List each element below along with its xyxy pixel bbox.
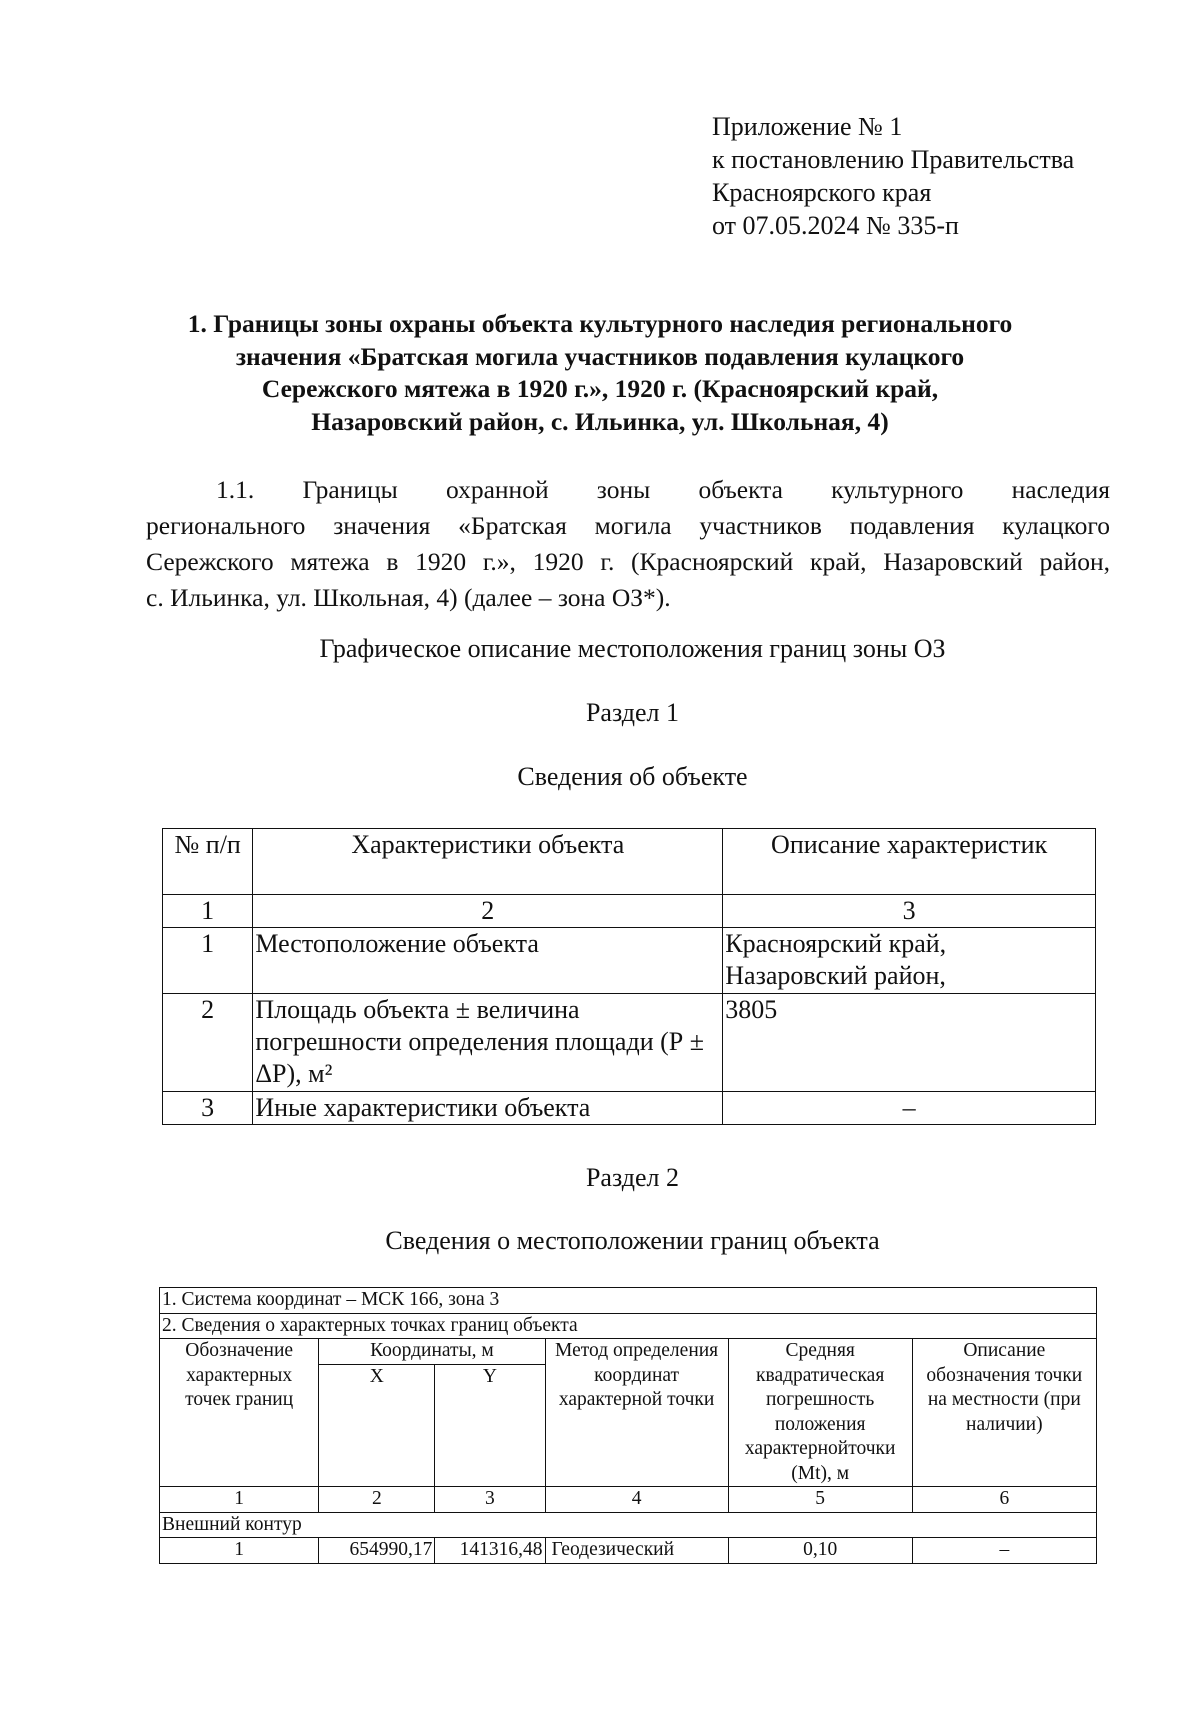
points-title-row xyxy=(160,1313,1097,1339)
object-info-table xyxy=(162,828,1096,1125)
title-line: значения «Братская могила участников подавления кулацкого xyxy=(235,341,965,371)
header-description: Описание обозначения точки на местности (при наличии) xyxy=(912,1339,1096,1487)
header-method: Метод определения координат характерной точки xyxy=(545,1339,728,1487)
section1-subheading: Сведения об объекте xyxy=(517,762,748,791)
row-description: 3805 xyxy=(723,994,1096,1092)
header-characteristic: Характеристики объекта xyxy=(253,829,723,895)
row-characteristic: Площадь объекта ± величина погрешности определения площади (Р ± ΔР), м² xyxy=(253,994,723,1092)
index-cell: 3 xyxy=(435,1487,545,1513)
appendix-line: Красноярского края xyxy=(712,178,932,207)
header-error: Средняя квадратическая погрешность положения характернойточки (Mt), м xyxy=(728,1339,912,1487)
index-cell: 6 xyxy=(912,1487,1096,1513)
index-cell: 5 xyxy=(728,1487,912,1513)
appendix-line: от 07.05.2024 № 335-п xyxy=(712,211,959,240)
appendix-line: к постановлению Правительства xyxy=(712,145,1075,174)
point-id: 1 xyxy=(160,1538,319,1564)
graphic-description-title: Графическое описание местоположения границ зоны ОЗ xyxy=(319,634,946,663)
paragraph-1-1 xyxy=(146,472,1110,616)
contour-label: Внешний контур xyxy=(160,1512,1097,1538)
header-description: Описание характеристик xyxy=(723,829,1096,895)
index-cell: 1 xyxy=(160,1487,319,1513)
title-line: Назаровский район, с. Ильинка, ул. Школьная, 4) xyxy=(311,406,889,436)
table-index-row xyxy=(160,1487,1097,1513)
table-header-row xyxy=(160,1339,1097,1365)
section2-heading: Раздел 2 xyxy=(585,1163,680,1192)
table-index-row xyxy=(163,895,1096,928)
appendix-line: Приложение № 1 xyxy=(712,112,903,141)
section1-heading: Раздел 1 xyxy=(585,698,680,727)
index-cell: 1 xyxy=(163,895,253,928)
index-cell: 4 xyxy=(545,1487,728,1513)
index-cell: 3 xyxy=(723,895,1096,928)
header-coordinates: Координаты, м xyxy=(319,1339,545,1365)
table-header-row xyxy=(163,829,1096,895)
table-row xyxy=(160,1538,1097,1564)
paragraph-line: с. Ильинка, ул. Школьная, 4) (далее – зона ОЗ*). xyxy=(146,583,671,612)
title-line: 1. Границы зоны охраны объекта культурного наследия регионального xyxy=(187,309,1013,338)
header-y: Y xyxy=(435,1365,545,1487)
point-method: Геодезический xyxy=(545,1538,728,1564)
row-description: – xyxy=(723,1092,1096,1125)
row-num: 2 xyxy=(163,994,253,1092)
points-title: 2. Сведения о характерных точках границ объекта xyxy=(160,1313,1097,1339)
appendix-block xyxy=(712,110,1074,242)
table-row xyxy=(163,1092,1096,1125)
document-title xyxy=(150,308,1050,438)
header-num: № п/п xyxy=(163,829,253,895)
point-y: 141316,48 xyxy=(435,1538,545,1564)
point-x: 654990,17 xyxy=(319,1538,435,1564)
index-cell: 2 xyxy=(253,895,723,928)
coordinate-system: 1. Система координат – МСК 166, зона 3 xyxy=(160,1288,1097,1314)
row-description: Красноярский край, Назаровский район, xyxy=(723,928,1096,994)
contour-row xyxy=(160,1512,1097,1538)
row-num: 3 xyxy=(163,1092,253,1125)
table-row xyxy=(163,928,1096,994)
system-row xyxy=(160,1288,1097,1314)
paragraph-line: Сережского мятежа в 1920 г.», 1920 г. (Красноярский край, Назаровский район, xyxy=(146,547,1110,576)
row-characteristic: Иные характеристики объекта xyxy=(253,1092,723,1125)
boundary-points-table xyxy=(159,1287,1097,1564)
index-cell: 2 xyxy=(319,1487,435,1513)
point-error: 0,10 xyxy=(728,1538,912,1564)
header-x: X xyxy=(319,1365,435,1487)
table-row xyxy=(163,994,1096,1092)
section2-subheading: Сведения о местоположении границ объекта xyxy=(385,1226,880,1255)
row-characteristic: Местоположение объекта xyxy=(253,928,723,994)
point-description: – xyxy=(912,1538,1096,1564)
title-line: Сережского мятежа в 1920 г.», 1920 г. (Красноярский край, xyxy=(261,374,939,403)
paragraph-line: 1.1. Границы охранной зоны объекта культурного наследия xyxy=(216,475,1110,504)
paragraph-line: регионального значения «Братская могила участников подавления кулацкого xyxy=(146,511,1110,540)
row-num: 1 xyxy=(163,928,253,994)
header-designation: Обозначение характерных точек границ xyxy=(160,1339,319,1487)
